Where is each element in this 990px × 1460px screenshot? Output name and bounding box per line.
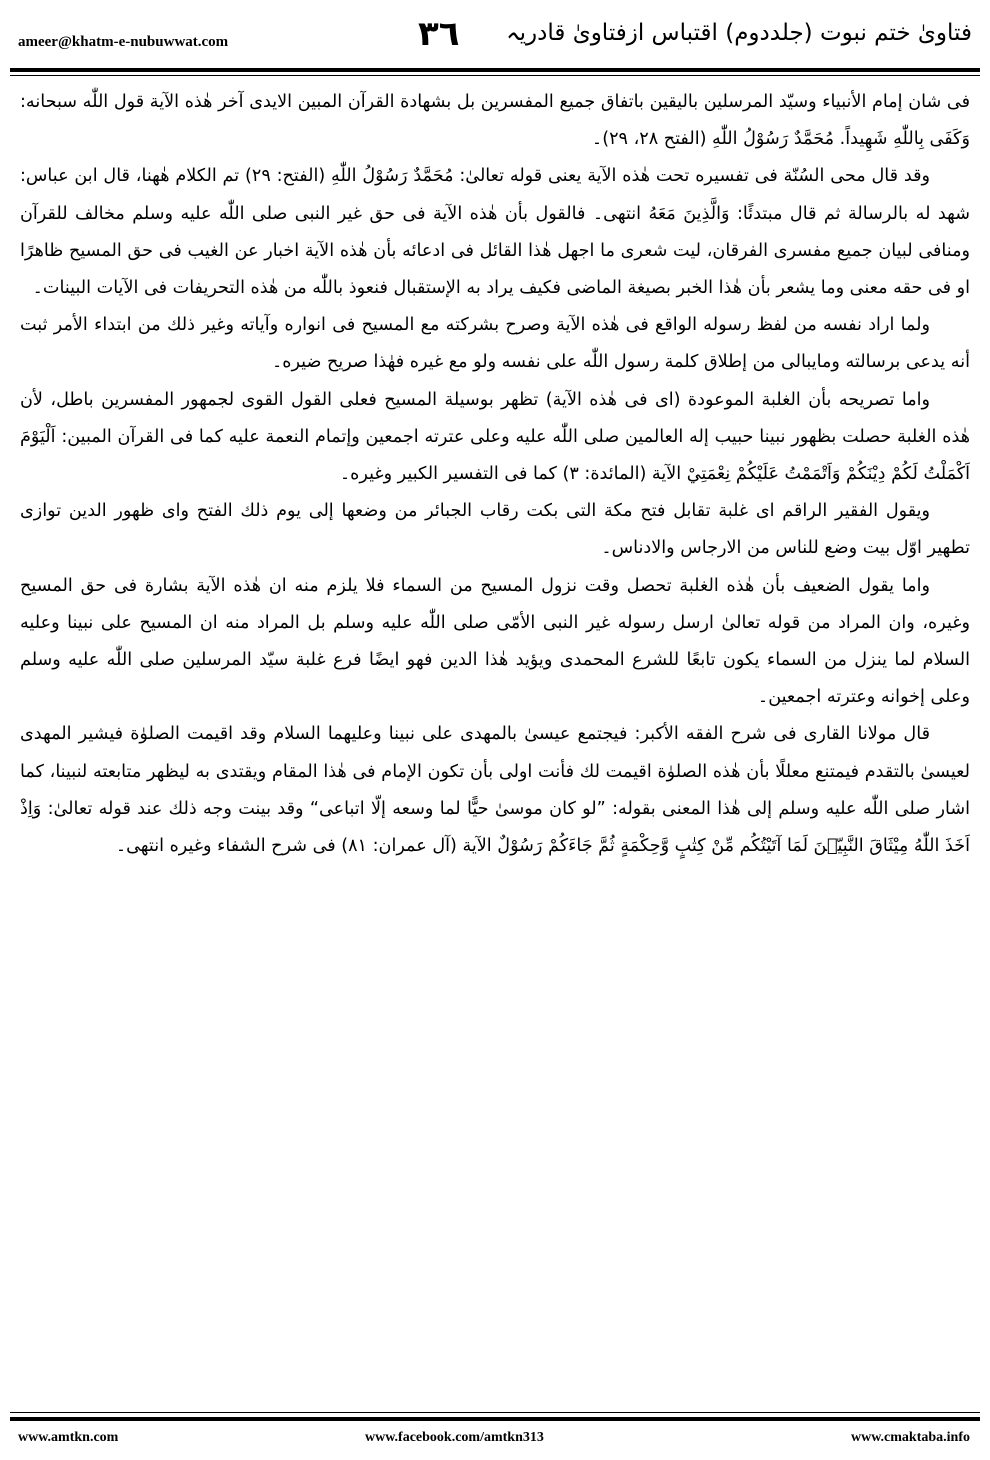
paragraph-7: قال مولانا القارى فى شرح الفقه الأكبر: فيجتمع عيسىٰ بالمهدى على نبينا وعليهما السلام وقد اقيمت الصلوٰة فيشير المهدى لعيسىٰ بالتقدم فيمتنع معللًا بأن هٰذه الصلوٰة اقيمت لك فأنت اولى بأن تكون الإمام فى هٰذا المقام ويقتدى به ليظهر متابعته لنبينا، كما اشار صلى اللّٰه عليه وسلم إلى هٰذا المعنى بقوله: ”لو كان موسىٰ حيًّا لما وسعه إلّا اتباعى“ وقد بينت وجه ذلك عند قوله تعالىٰ: وَاِذْ اَخَذَ اللّٰهُ مِيْثَاقَ النَّبِيّٖنَ لَمَا آتَيْتُكُم مِّنْ كِتٰبٍ وَّحِكْمَةٍ ثُمَّ جَاءَكُمْ رَسُوْلٌ الآية (آل عمران: ٨١) فى شرح الشفاء وغيره انتهى۔ [20, 724, 970, 857]
book-title: فتاویٰ ختم نبوت (جلددوم) اقتباس ازفتاویٰ قادریہ [506, 20, 972, 46]
paragraph-1: فی شان إمام الأنبياء وسيّد المرسلين باليقين باتفاق جميع المفسرين بل بشهادة القرآن المبين الايدى آخر هٰذه الآية قول اللّٰه سبحانه: وَكَفَى بِاللّٰهِ شَهِيداً. مُحَمَّدٌ رَسُوْلُ اللّٰهِ (الفتح ٢٨، ٢٩)۔ [20, 92, 970, 150]
footer-link-facebook[interactable]: www.facebook.com/amtkn313 [365, 1430, 544, 1445]
paragraph-3: ولما اراد نفسه من لفظ رسوله الواقع فى هٰذه الآية وصرح بشركته مع المسيح فى انواره وآياته وغير ذلك من ابتداء الأمر ثبت أنه يدعى برسالته ومايبالى من إطلاق كلمة رسول اللّٰه على نفسه ولو مع غيره فهٰذا صريح ضيره۔ [20, 315, 970, 373]
footer-rule-thick [10, 1417, 980, 1421]
footer-rule-thin [10, 1412, 980, 1413]
header-email: ameer@khatm-e-nubuwwat.com [18, 34, 229, 50]
paragraph-5: ويقول الفقير الراقم اى غلبة تقابل فتح مكة التى بكت رقاب الجبائر من وضعها إلى يوم ذلك الفتح واى ظهور الدين توازى تطهير اوّل بيت وضع للناس من الارجاس والادناس۔ [20, 501, 970, 559]
paragraph-4: واما تصريحه بأن الغلبة الموعودة (اى فى هٰذه الآية) تظهر بوسيلة المسيح فعلى القول القوى لجمهور المفسرين باطل، لأن هٰذه الغلبة حصلت بظهور نبينا حبيب إله العالمين صلى اللّٰه عليه وعلى عترته اجمعين وإتمام النعمة عليه كما فى القرآن المبين: اَلْيَوْمَ اَكْمَلْتُ لَكُمْ دِيْنَكُمْ وَاَتْمَمْتُ عَلَيْكُمْ نِعْمَتِيْ الآية (المائدة: ٣) كما فى التفسير الكبير وغيره۔ [20, 389, 970, 485]
header-rule-thin [10, 75, 980, 76]
footer-link-amtkn[interactable]: www.amtkn.com [18, 1430, 119, 1445]
page-body [20, 84, 970, 1402]
footer-link-cmaktaba[interactable]: www.cmaktaba.info [850, 1430, 970, 1445]
paragraph-6: واما يقول الضعيف بأن هٰذه الغلبة تحصل وقت نزول المسيح من السماء فلا يلزم منه ان هٰذه الآية بشارة فى حق المسيح وغيره، وان المراد من قوله تعالىٰ ارسل رسوله غير النبى الأمّى صلى اللّٰه عليه وسلم بل المراد منه ان المسيح على نبينا وعليه السلام لما ينزل من السماء يكون تابعًا للشرع المحمدى ويؤيد هٰذا الدين فهو ايضًا فرع غلبة سيّد المرسلين صلى اللّٰه عليه وسلم وعلى إخوانه وعترته اجمعين۔ [20, 575, 970, 708]
header-rule-thick [10, 68, 980, 72]
page-number: ٣٦ [418, 14, 460, 54]
paragraph-2: وقد قال محى السُنّة فى تفسيره تحت هٰذه الآية يعنى قوله تعالىٰ: مُحَمَّدٌ رَسُوْلُ اللّٰهِ (الفتح: ٢٩) تم الكلام هٰهنا، قال ابن عباس: شهد له بالرسالة ثم قال مبتدئًا: وَالَّذِينَ مَعَهُ انتهى۔ فالقول بأن هٰذه الآية فى حق غير النبى صلى اللّٰه عليه وسلم مخالف للقرآن ومنافى لبيان جميع مفسرى الفرقان، ليت شعرى ما اجهل هٰذا القائل فى ادعائه بأن هٰذه الآية اخبار عن الغيب فى حق المسيح ظاهرًا او فى حقه معنى وما يشعر بأن هٰذا الخبر بصيغة الماضى فكيف يراد به الإستقبال فنعوذ باللّٰه من هٰذه التحريفات فى الآيات البينات۔ [20, 166, 970, 299]
